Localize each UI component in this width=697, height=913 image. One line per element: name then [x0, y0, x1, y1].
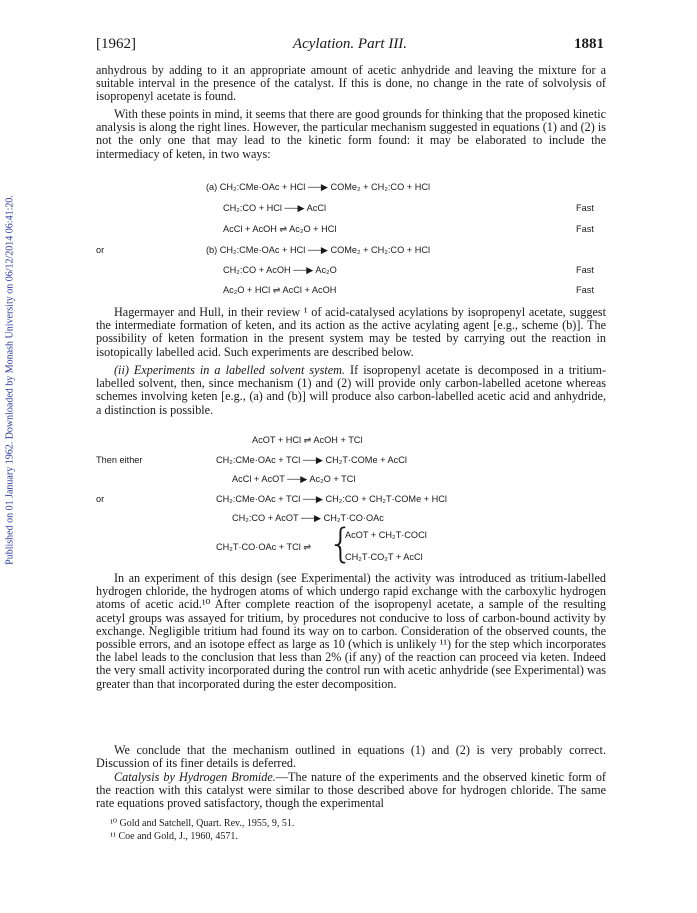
scheme-b-line-4: CH₂:CMe·OAc + TCl ──▶ CH₂:CO + CH₂T·COMe + HCl	[216, 494, 447, 504]
scheme-a-line-4: (b) CH₂:CMe·OAc + HCl ──▶ COMe₂ + CH₂:CO + HCl	[206, 245, 430, 255]
paragraph-1: anhydrous by adding to it an appropriate amount of acetic anhydride and leaving the mixture for a suitable interval in the presence of the catalyst. If this is done, no change in the rate of solvolysis of isopropenyl acetate is found.	[96, 63, 606, 104]
paragraph-7	[96, 771, 606, 811]
footnote-11: ¹¹ Coe and Gold, J., 1960, 4571.	[110, 831, 238, 842]
scheme-b-line-8: CH₂T·CO₂T + AcCl	[345, 552, 423, 562]
scheme-b-line-7: AcOT + CH₂T·COCl	[345, 530, 427, 540]
scheme-b-line-5: CH₂:CO + AcOT ──▶ CH₂T·CO·OAc	[232, 513, 384, 523]
scheme-b-line-6: CH₂T·CO·OAc + TCl ⇌	[216, 542, 312, 552]
paragraph-6: We conclude that the mechanism outlined in equations (1) and (2) is very probably correct. Discussion of its finer details is deferred.	[96, 743, 606, 771]
curly-brace-icon: {	[328, 521, 354, 567]
scheme-a-note-5: Fast	[576, 265, 594, 275]
scheme-a-note-2: Fast	[576, 203, 594, 213]
paragraph-7-heading: Catalysis by Hydrogen Bromide.	[114, 770, 276, 784]
scheme-b-then-either: Then either	[96, 455, 143, 465]
header-title: Acylation. Part III.	[292, 36, 408, 52]
scheme-a-note-3: Fast	[576, 224, 594, 234]
paragraph-4-heading: (ii) Experiments in a labelled solvent system.	[114, 363, 345, 377]
paragraph-4	[96, 364, 606, 417]
paragraph-5: In an experiment of this design (see Experimental) the activity was introduced as tritium-labelled hydrogen chloride, the hydrogen atoms of which undergo rapid exchange with the carboxylic hydrogen atoms of acetic acid.¹⁰ After complete reaction of the isopropenyl acetate, a sample of the resulting acetyl groups was assayed for tritium, by procedures not conducive to loss of carbon-bound activity by exchange. Negligible tritium had found its way on to carbon. Consideration of the observed counts, the possible errors, and an isotope effect as large as 10 (which is unlikely ¹¹) for the step which incorporates the label leads to the conclusion that less than 2% (if any) of the reaction can proceed via keten. Indeed the very small activity incorporated during the control run with acetic anhydride (see Experimental) was greater than that incorporated during the ester decomposition.	[96, 571, 606, 691]
page-number: 1881	[574, 36, 604, 52]
scheme-a-line-2: CH₂:CO + HCl ──▶ AcCl	[223, 203, 327, 213]
scheme-a-line-5: CH₂:CO + AcOH ──▶ Ac₂O	[223, 265, 337, 275]
scheme-b-line-2: CH₂:CMe·OAc + TCl ──▶ CH₂T·COMe + AcCl	[216, 455, 407, 465]
footnote-10: ¹⁰ Gold and Satchell, Quart. Rev., 1955, 9, 51.	[110, 818, 295, 829]
paragraph-3: Hagermayer and Hull, in their review ¹ of acid-catalysed acylations by isopropenyl acetate, suggest the intermediate formation of keten, and its action as the active acylating agent [e.g., scheme (b)]. The possibility of keten formation in the present system may be tested by carrying out the reaction in isotopically labelled acid. Such experiments are described below.	[96, 305, 606, 359]
paragraph-4-body: If isopropenyl acetate is decomposed in a tritium-labelled solvent, then, since mechanism (1) and (2) will provide only carbon-labelled acetone whereas schemes involving keten [e.g., (a) and (b)] will produce also carbon-labelled acetic acid and anhydride, a distinction is possible.	[96, 363, 607, 417]
header-year: [1962]	[96, 36, 136, 52]
scheme-b-line-3: AcCl + AcOT ──▶ Ac₂O + TCl	[232, 474, 356, 484]
paragraph-2: With these points in mind, it seems that there are good grounds for thinking that the proposed kinetic analysis is along the right lines. However, the particular mechanism suggested in equations (1) and (2) is not the only one that may lead to the kinetic form found: it may be elaborated to include the intermediacy of keten, in two ways:	[96, 107, 606, 161]
scheme-b-or: or	[96, 494, 105, 504]
scheme-a-line-6: Ac₂O + HCl ⇌ AcCl + AcOH	[223, 285, 337, 295]
download-watermark: Published on 01 January 1962. Downloaded by Monash University on 06/12/2014 06:41:20.	[4, 195, 16, 565]
scheme-a-or: or	[96, 245, 105, 255]
paragraph-7-body: —The nature of the experiments and the observed kinetic form of the reaction with this catalyst were similar to those described above for hydrogen chloride. The same rate equations proved satisfactory, though the experimental	[96, 770, 606, 811]
page-header	[96, 36, 604, 56]
scheme-a-line-3: AcCl + AcOH ⇌ Ac₂O + HCl	[223, 224, 337, 234]
scheme-a-note-6: Fast	[576, 285, 594, 295]
scheme-a-line-1: (a) CH₂:CMe·OAc + HCl ──▶ COMe₂ + CH₂:CO + HCl	[206, 182, 430, 192]
scheme-b-line-1: AcOT + HCl ⇌ AcOH + TCl	[252, 435, 363, 445]
